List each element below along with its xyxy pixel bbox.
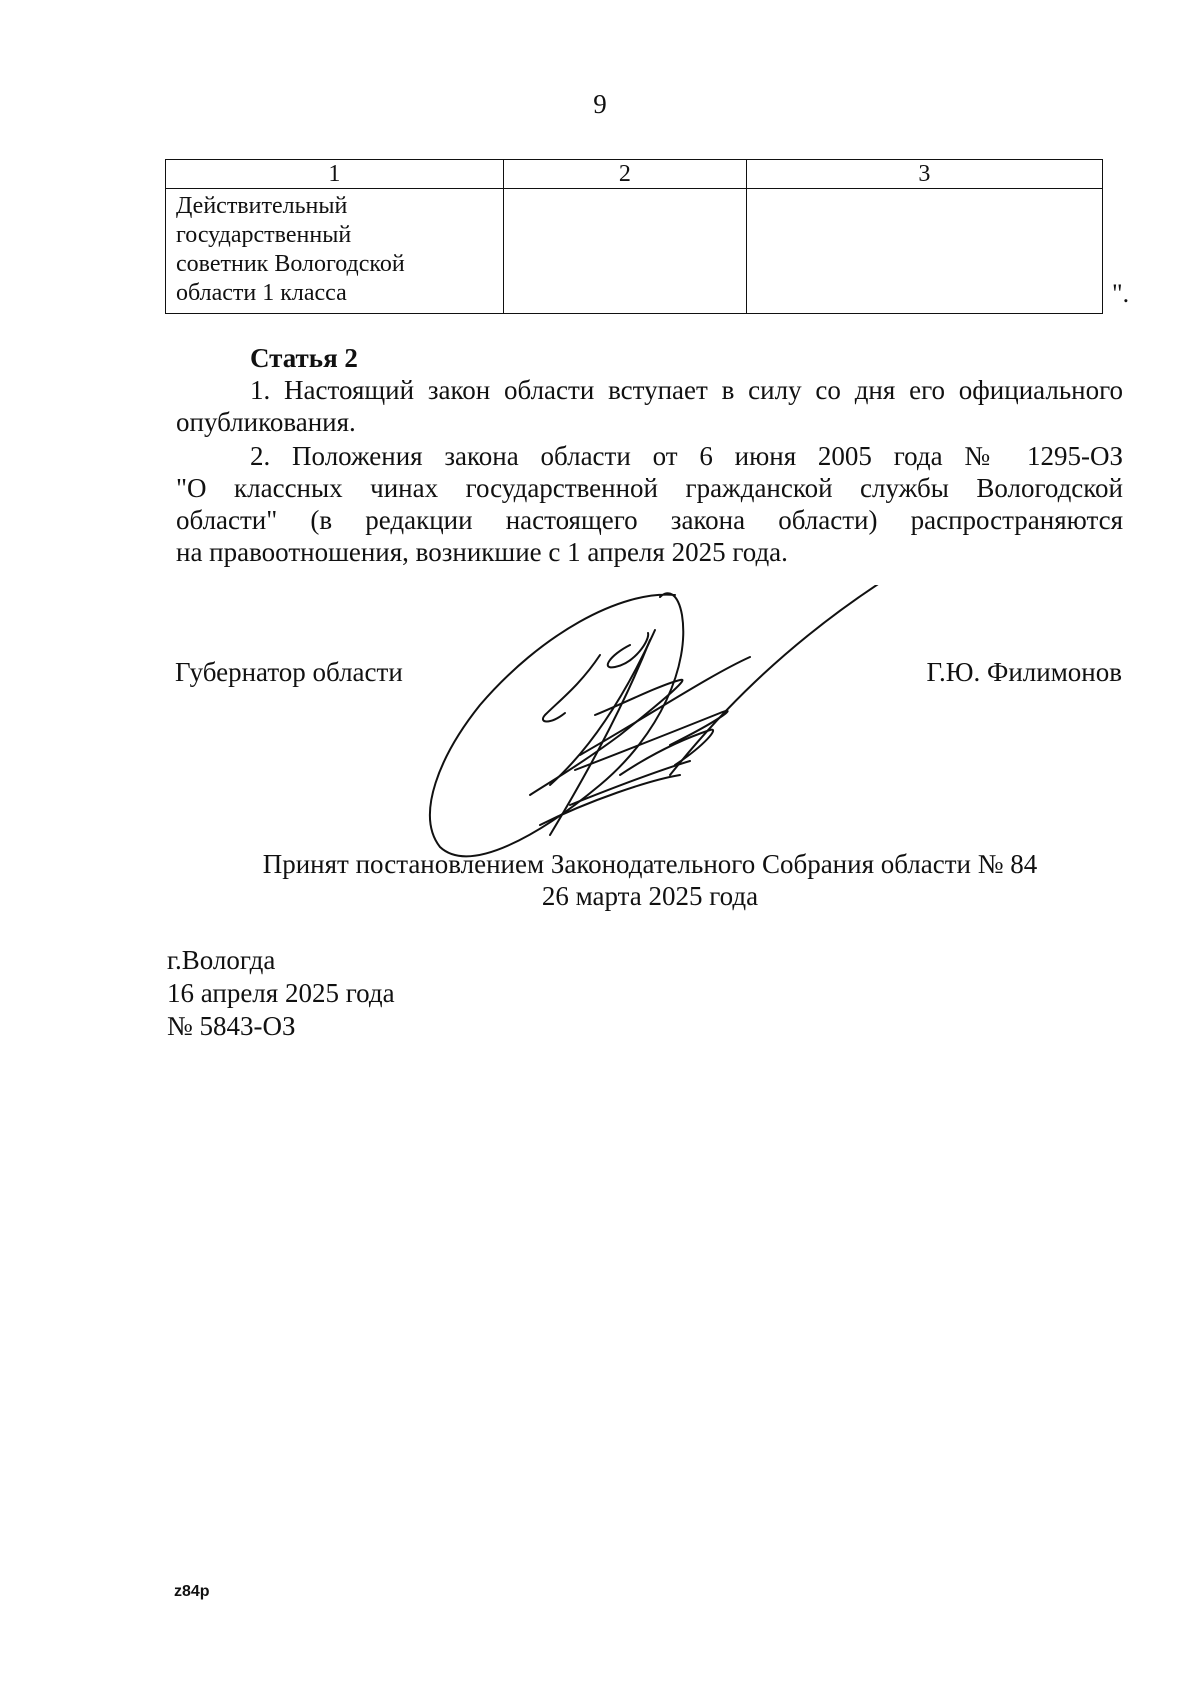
article-paragraph-2 [176, 440, 1123, 568]
paragraph-line: 2. Положения закона области от 6 июня 2005 года № 1295-ОЗ [250, 441, 1123, 471]
article-heading: Статья 2 [250, 343, 358, 373]
place-date-block [167, 944, 395, 1043]
table-row [166, 189, 1103, 314]
table-header-row [166, 160, 1103, 189]
page-number: 9 [593, 89, 607, 119]
paragraph-line: опубликования. [176, 407, 356, 437]
adoption-line: Принят постановлением Законодательного Собрания области № 84 [262, 849, 1038, 879]
column-header-1: 1 [166, 160, 504, 189]
law-date: 16 апреля 2025 года [167, 978, 395, 1008]
signatory-position: Губернатор области [175, 657, 403, 687]
signatory-name: Г.Ю. Филимонов [926, 657, 1122, 687]
rank-table [165, 159, 1103, 314]
column-header-3: 3 [746, 160, 1102, 189]
law-number: № 5843-ОЗ [167, 1011, 296, 1041]
adoption-date: 26 марта 2025 года [541, 881, 759, 911]
table-cell-col2 [503, 189, 746, 314]
article-paragraph-1 [176, 374, 1123, 438]
handwritten-signature [420, 585, 900, 865]
paragraph-line: "О классных чинах государственной гражданской службы Вологодской [176, 473, 1123, 503]
closing-quote: ". [1112, 279, 1130, 308]
column-header-2: 2 [503, 160, 746, 189]
table-cell-rank-name: Действительный государственный советник Вологодской области 1 класса [166, 189, 504, 314]
table-cell-col3 [746, 189, 1102, 314]
city: г.Вологда [167, 945, 276, 975]
paragraph-line: на правоотношения, возникшие с 1 апреля 2025 года. [176, 537, 788, 567]
footer-code: z84p [174, 1583, 210, 1600]
paragraph-line: области" (в редакции настоящего закона области) распространяются [176, 505, 1123, 535]
paragraph-line: 1. Настоящий закон области вступает в силу со дня его официального [250, 375, 1123, 405]
